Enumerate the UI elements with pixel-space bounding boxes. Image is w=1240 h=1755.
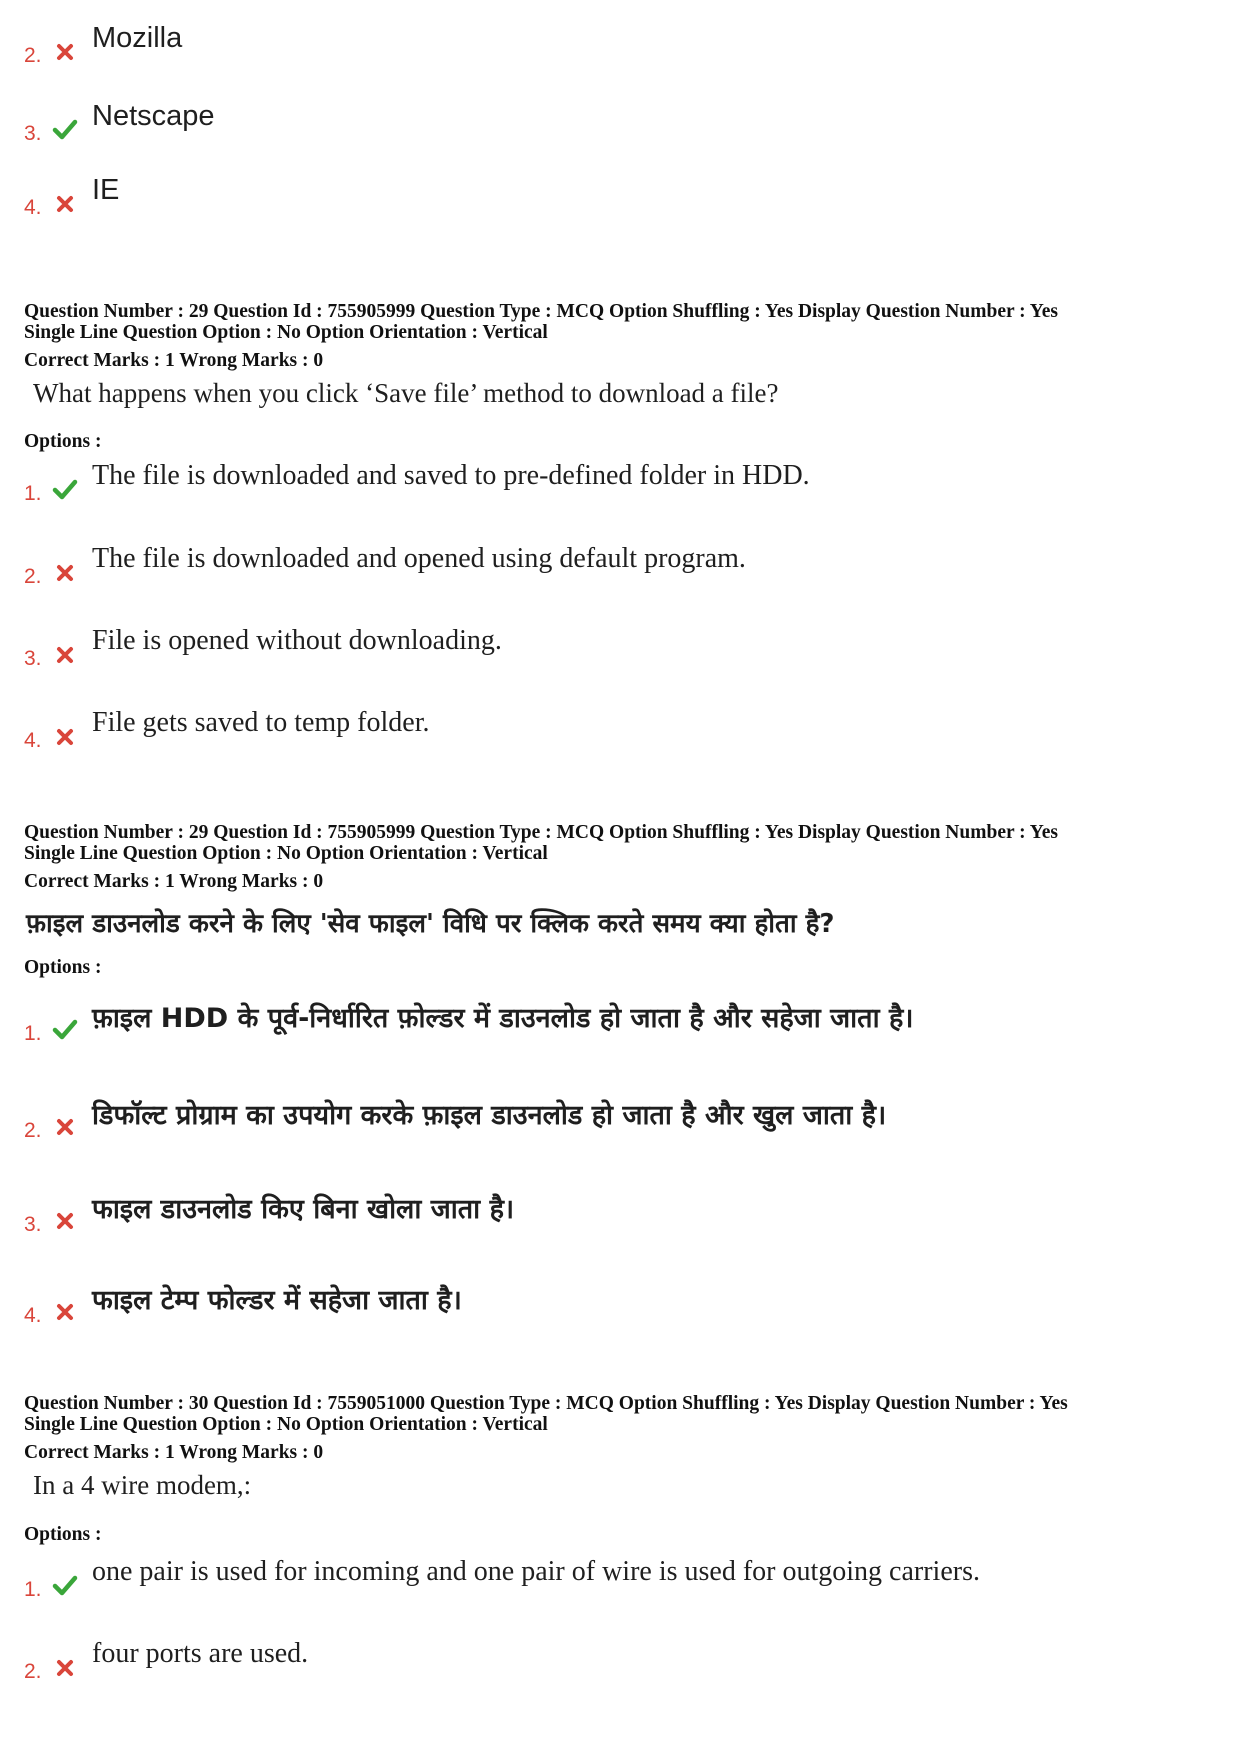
option-text: डिफॉल्ट प्रोग्राम का उपयोग करके फ़ाइल डाउनलोड हो जाता है और खुल जाता है। bbox=[92, 1100, 887, 1131]
question-marks: Correct Marks : 1 Wrong Marks : 0 bbox=[24, 871, 324, 892]
option-number: 4. bbox=[24, 196, 42, 219]
option-number: 1. bbox=[24, 1022, 42, 1045]
options-label: Options : bbox=[24, 431, 102, 452]
option-number: 2. bbox=[24, 1119, 42, 1142]
option-number: 4. bbox=[24, 1304, 42, 1327]
cross-icon bbox=[52, 723, 78, 749]
option-text: File gets saved to temp folder. bbox=[92, 707, 430, 738]
option-row bbox=[24, 543, 1204, 591]
cross-icon bbox=[52, 641, 78, 667]
option-row bbox=[24, 1101, 1204, 1145]
option-text: Netscape bbox=[92, 100, 215, 132]
option-row bbox=[24, 707, 1204, 755]
question-meta-line: Question Number : 29 Question Id : 755905999 Question Type : MCQ Option Shuffling : Yes Display Question Number : Yes bbox=[24, 301, 1058, 322]
option-number: 3. bbox=[24, 647, 42, 670]
question-meta-line: Question Number : 30 Question Id : 7559051000 Question Type : MCQ Option Shuffling : Yes Display Question Number : Yes bbox=[24, 1393, 1068, 1414]
option-text: one pair is used for incoming and one pair of wire is used for outgoing carriers. bbox=[92, 1556, 980, 1587]
option-row bbox=[24, 174, 1204, 222]
option-row bbox=[24, 1004, 1204, 1048]
option-text: The file is downloaded and opened using default program. bbox=[92, 543, 746, 574]
question-marks: Correct Marks : 1 Wrong Marks : 0 bbox=[24, 350, 324, 371]
cross-icon bbox=[52, 190, 78, 216]
question-text: In a 4 wire modem,: bbox=[33, 1470, 252, 1500]
option-text: फ़ाइल HDD के पूर्व-निर्धारित फ़ोल्डर में डाउनलोड हो जाता है और सहेजा जाता है। bbox=[92, 1003, 914, 1034]
option-number: 1. bbox=[24, 482, 42, 505]
check-icon bbox=[52, 1572, 78, 1598]
option-text: The file is downloaded and saved to pre-defined folder in HDD. bbox=[92, 460, 810, 491]
option-text: File is opened without downloading. bbox=[92, 625, 502, 656]
cross-icon bbox=[52, 1207, 78, 1233]
question-text: What happens when you click ‘Save file’ method to download a file? bbox=[33, 378, 779, 408]
option-number: 3. bbox=[24, 122, 42, 145]
question-meta-line: Single Line Question Option : No Option Orientation : Vertical bbox=[24, 843, 548, 864]
question-meta-line: Question Number : 29 Question Id : 755905999 Question Type : MCQ Option Shuffling : Yes Display Question Number : Yes bbox=[24, 822, 1058, 843]
option-number: 1. bbox=[24, 1578, 42, 1601]
option-text: Mozilla bbox=[92, 22, 183, 54]
option-number: 2. bbox=[24, 44, 42, 67]
option-row bbox=[24, 1556, 1204, 1604]
option-number: 2. bbox=[24, 565, 42, 588]
option-text: फाइल डाउनलोड किए बिना खोला जाता है। bbox=[92, 1194, 515, 1225]
options-label: Options : bbox=[24, 957, 102, 978]
option-text: IE bbox=[92, 174, 120, 206]
question-marks: Correct Marks : 1 Wrong Marks : 0 bbox=[24, 1442, 324, 1463]
check-icon bbox=[52, 116, 78, 142]
question-text: फ़ाइल डाउनलोड करने के लिए 'सेव फाइल' विधि पर क्लिक करते समय क्या होता है? bbox=[26, 909, 835, 939]
option-text: फाइल टेम्प फोल्डर में सहेजा जाता है। bbox=[92, 1285, 462, 1316]
cross-icon bbox=[52, 1113, 78, 1139]
option-row bbox=[24, 1195, 1204, 1239]
options-label: Options : bbox=[24, 1524, 102, 1545]
option-row bbox=[24, 100, 1204, 148]
option-row bbox=[24, 22, 1204, 70]
cross-icon bbox=[52, 38, 78, 64]
check-icon bbox=[52, 1016, 78, 1042]
question-meta-line: Single Line Question Option : No Option Orientation : Vertical bbox=[24, 1414, 548, 1435]
cross-icon bbox=[52, 1654, 78, 1680]
option-number: 2. bbox=[24, 1660, 42, 1683]
option-row bbox=[24, 460, 1204, 508]
cross-icon bbox=[52, 559, 78, 585]
check-icon bbox=[52, 476, 78, 502]
option-row bbox=[24, 1286, 1204, 1330]
option-row bbox=[24, 625, 1204, 673]
option-text: four ports are used. bbox=[92, 1638, 309, 1669]
cross-icon bbox=[52, 1298, 78, 1324]
option-row bbox=[24, 1638, 1204, 1686]
question-meta-line: Single Line Question Option : No Option Orientation : Vertical bbox=[24, 322, 548, 343]
option-number: 4. bbox=[24, 729, 42, 752]
option-number: 3. bbox=[24, 1213, 42, 1236]
